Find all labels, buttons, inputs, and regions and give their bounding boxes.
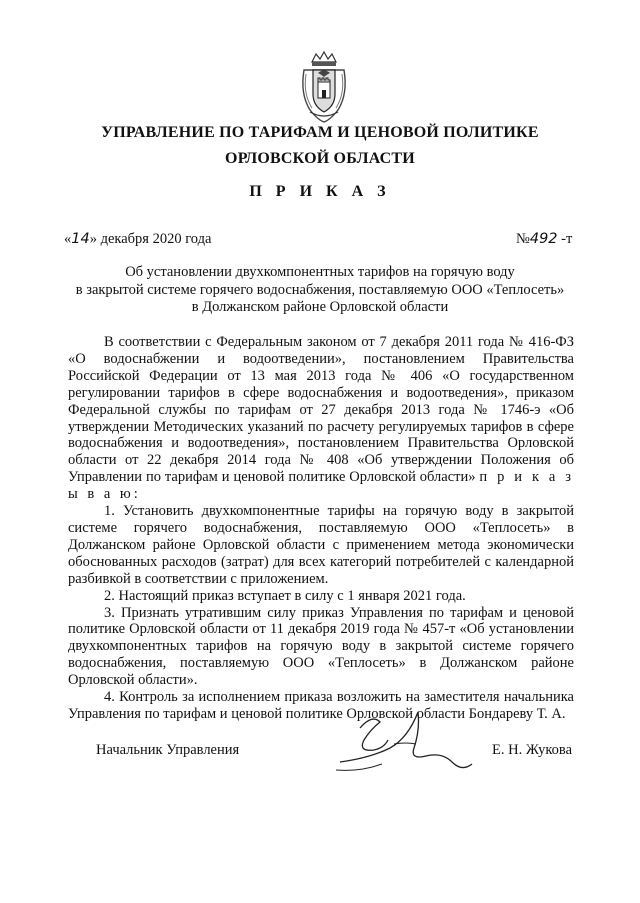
- handwritten-signature: [330, 700, 480, 780]
- number-suffix: -т: [557, 231, 573, 247]
- date-day-handwritten: 14: [71, 231, 90, 247]
- document-date: [64, 231, 211, 248]
- orders-word: п р и к а з ы в а ю:: [68, 469, 574, 503]
- subject-line-2: в закрытой системе горячего водоснабжения, поставляемую ООО «Теплосеть»: [75, 281, 565, 298]
- order-item-1: 1. Установить двухкомпонентные тарифы на горячую воду в закрытой системе горячего водоснабжения, поставляемую ООО «Теплосеть» в Должанском районе Орловской области с применением метода экономически обоснованных расходов (затрат) для всех категорий потребителей с календарной разбивкой в соответствии с приложением.: [68, 503, 574, 587]
- signatory-position: Начальник Управления: [96, 742, 240, 758]
- number-value-handwritten: 492: [529, 231, 558, 247]
- document-type-title: П Р И К А З: [249, 183, 391, 200]
- date-prefix: «: [64, 231, 72, 247]
- number-prefix: №: [516, 231, 530, 247]
- preamble-paragraph: [68, 334, 574, 503]
- authority-title-line2: ОРЛОВСКОЙ ОБЛАСТИ: [225, 150, 415, 167]
- document-subject: [60, 264, 580, 317]
- document-number: [516, 231, 572, 248]
- date-suffix: » декабря 2020 года: [89, 231, 212, 247]
- subject-line-3: в Должанском районе Орловской области: [191, 299, 449, 315]
- order-item-3: 3. Признать утратившим силу приказ Управления по тарифам и ценовой политике Орловской области от 11 декабря 2019 года № 457-т «Об установлении двухкомпонентных тарифов на горячую воду в закрытой системе горячего водоснабжения, поставляемую ООО «Теплосеть» в Должанском районе Орловской области».: [68, 604, 574, 689]
- subject-line-1: Об установлении двухкомпонентных тарифов на горячую воду: [125, 264, 515, 280]
- preamble-text: В соответствии с Федеральным законом от 7 декабря 2011 года № 416-ФЗ «О водоснабжении и водоотведении», постановлением Правительства Российской Федерации от 13 мая 2013 года № 406 «О государственном регулировании тарифов в сфере водоснабжения и водоотведения», приказом Федеральной службы по тарифам от 27 декабря 2013 года № 1746-э «Об утверждении Методических указаний по расчету регулируемых тарифов в сфере водоснабжения и водоотведения», постановлением Правительства Орловской области от 22 декабря 2014 года № 408 «Об утверждении Положения об Управлении по тарифам и ценовой политике Орловской области»: [68, 334, 574, 486]
- document-body: [68, 334, 574, 723]
- coat-of-arms-icon: [296, 50, 352, 124]
- order-item-4: 4. Контроль за исполнением приказа возложить на заместителя начальника Управления по тарифам и ценовой политике Орловской области Бондареву Т. А.: [68, 689, 574, 722]
- order-item-2: 2. Настоящий приказ вступает в силу с 1 января 2021 года.: [104, 587, 466, 604]
- signatory-name: Е. Н. Жукова: [492, 742, 573, 758]
- authority-title-line1: УПРАВЛЕНИЕ ПО ТАРИФАМ И ЦЕНОВОЙ ПОЛИТИКЕ: [101, 124, 539, 141]
